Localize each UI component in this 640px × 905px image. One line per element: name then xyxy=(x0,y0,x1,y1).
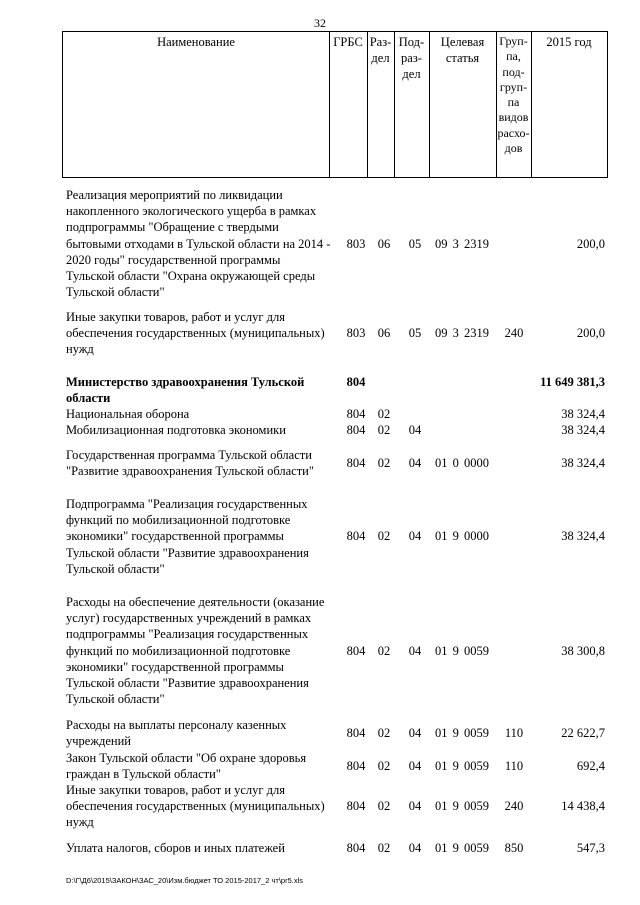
row-celevaya-statya: 09 3 2319 xyxy=(435,326,489,341)
row-name: Закон Тульской области "Об охране здоровья граждан в Тульской области" xyxy=(66,751,307,782)
row-podrazdel: 05 xyxy=(408,236,422,251)
row-razdel: 02 xyxy=(377,456,391,471)
header-year: 2015 год xyxy=(531,31,608,178)
row-name: Подпрограмма "Реализация государственных функций по мобилизационной подготовке экономики" государственной программы Тульской области "Развитие здравоохранения Тульской области" xyxy=(66,497,309,576)
row-sum: 547,3 xyxy=(576,841,605,855)
row-celevaya-statya: 01 9 0059 xyxy=(435,841,489,855)
row-grbs: 803 xyxy=(346,326,366,341)
row-podrazdel: 05 xyxy=(408,326,422,341)
row-sum: 38 324,4 xyxy=(561,407,605,421)
row-name: Расходы на обеспечение деятельности (оказание услуг) государственных учреждений в рамках подпрограммы "Реализация государственных функций по мобилизационной подготовке экономики" государственной программы Тульской области "Развитие здравоохранения Тульской области" xyxy=(66,595,325,707)
header-grbs: ГРБС xyxy=(329,31,368,178)
row-sum: 692,4 xyxy=(576,759,605,774)
row-celevaya-statya: 01 0 0000 xyxy=(435,456,489,471)
row-podrazdel: 04 xyxy=(408,841,422,855)
row-grbs: 804 xyxy=(346,375,366,389)
row-grbs: 804 xyxy=(346,407,366,421)
row-razdel: 02 xyxy=(377,529,391,544)
row-vid-rashodov: 240 xyxy=(504,799,524,814)
row-sum: 38 324,4 xyxy=(561,423,605,437)
row-podrazdel: 04 xyxy=(408,799,422,814)
row-grbs: 804 xyxy=(346,423,366,437)
file-path-footer: D:\Г\Д6\2015\ЗАКОН\ЗАС_20\Изм.бюджет ТО 2015-2017_2 чт\pr5.xls xyxy=(66,876,303,885)
row-grbs: 804 xyxy=(346,456,366,471)
row-razdel: 02 xyxy=(377,643,391,658)
row-name: Уплата налогов, сборов и иных платежей xyxy=(66,841,285,855)
row-celevaya-statya: 01 9 0059 xyxy=(435,799,489,814)
header-razdel: Раз- дел xyxy=(367,31,395,178)
row-sum: 38 324,4 xyxy=(561,529,605,544)
row-name: Реализация мероприятий по ликвидации накопленного экологического ущерба в рамках подпрограммы "Обращение с твердыми бытовыми отходами в Тульской области на 2014 - 2020 годы" государственной программы Тульской области "Охрана окружающей среды Тульской области" xyxy=(66,188,331,300)
row-sum: 11 649 381,3 xyxy=(540,375,605,389)
row-name: Государственная программа Тульской области "Развитие здравоохранения Тульской области" xyxy=(66,448,314,479)
row-sum: 200,0 xyxy=(576,236,605,251)
row-name: Расходы на выплаты персоналу казенных учреждений xyxy=(66,718,287,749)
row-grbs: 804 xyxy=(346,529,366,544)
row-celevaya-statya: 09 3 2319 xyxy=(435,236,489,251)
row-podrazdel: 04 xyxy=(408,759,422,774)
row-celevaya-statya: 01 9 0059 xyxy=(435,643,489,658)
row-podrazdel: 04 xyxy=(408,726,422,741)
row-sum: 38 300,8 xyxy=(561,643,605,658)
page-number: 32 xyxy=(314,16,326,30)
header-gruppa: Груп- па, под- груп- па видов расхо- дов xyxy=(496,31,532,178)
row-podrazdel: 04 xyxy=(408,643,422,658)
row-celevaya-statya: 01 9 0059 xyxy=(435,726,489,741)
row-grbs: 804 xyxy=(346,643,366,658)
row-name: Мобилизационная подготовка экономики xyxy=(66,423,286,437)
row-razdel: 06 xyxy=(377,326,391,341)
row-vid-rashodov: 240 xyxy=(504,326,524,341)
row-podrazdel: 04 xyxy=(408,529,422,544)
row-razdel: 06 xyxy=(377,236,391,251)
row-sum: 22 622,7 xyxy=(561,726,605,741)
row-vid-rashodov: 850 xyxy=(504,841,524,855)
row-name: Национальная оборона xyxy=(66,407,190,421)
row-sum: 14 438,4 xyxy=(561,799,605,814)
row-razdel: 02 xyxy=(377,799,391,814)
header-name: Наименование xyxy=(62,31,330,178)
row-grbs: 804 xyxy=(346,799,366,814)
row-razdel: 02 xyxy=(377,841,391,855)
row-celevaya-statya: 01 9 0059 xyxy=(435,759,489,774)
row-podrazdel: 04 xyxy=(408,456,422,471)
row-name: Министерство здравоохранения Тульской области xyxy=(66,375,305,406)
row-razdel: 02 xyxy=(377,407,391,421)
header-podrazdel: Под- раз- дел xyxy=(394,31,430,178)
header-celevaya-statya: Целевая статья xyxy=(429,31,497,178)
row-grbs: 804 xyxy=(346,759,366,774)
row-razdel: 02 xyxy=(377,759,391,774)
row-sum: 200,0 xyxy=(576,326,605,341)
row-vid-rashodov: 110 xyxy=(504,726,524,741)
row-grbs: 804 xyxy=(346,841,366,855)
row-podrazdel: 04 xyxy=(408,423,422,437)
row-razdel: 02 xyxy=(377,726,391,741)
row-grbs: 804 xyxy=(346,726,366,741)
row-sum: 38 324,4 xyxy=(561,456,605,471)
row-celevaya-statya: 01 9 0000 xyxy=(435,529,489,544)
row-vid-rashodov: 110 xyxy=(504,759,524,774)
row-razdel: 02 xyxy=(377,423,391,437)
row-name: Иные закупки товаров, работ и услуг для обеспечения государственных (муниципальных) нужд xyxy=(66,310,325,357)
row-name: Иные закупки товаров, работ и услуг для обеспечения государственных (муниципальных) нужд xyxy=(66,783,325,830)
row-grbs: 803 xyxy=(346,236,366,251)
